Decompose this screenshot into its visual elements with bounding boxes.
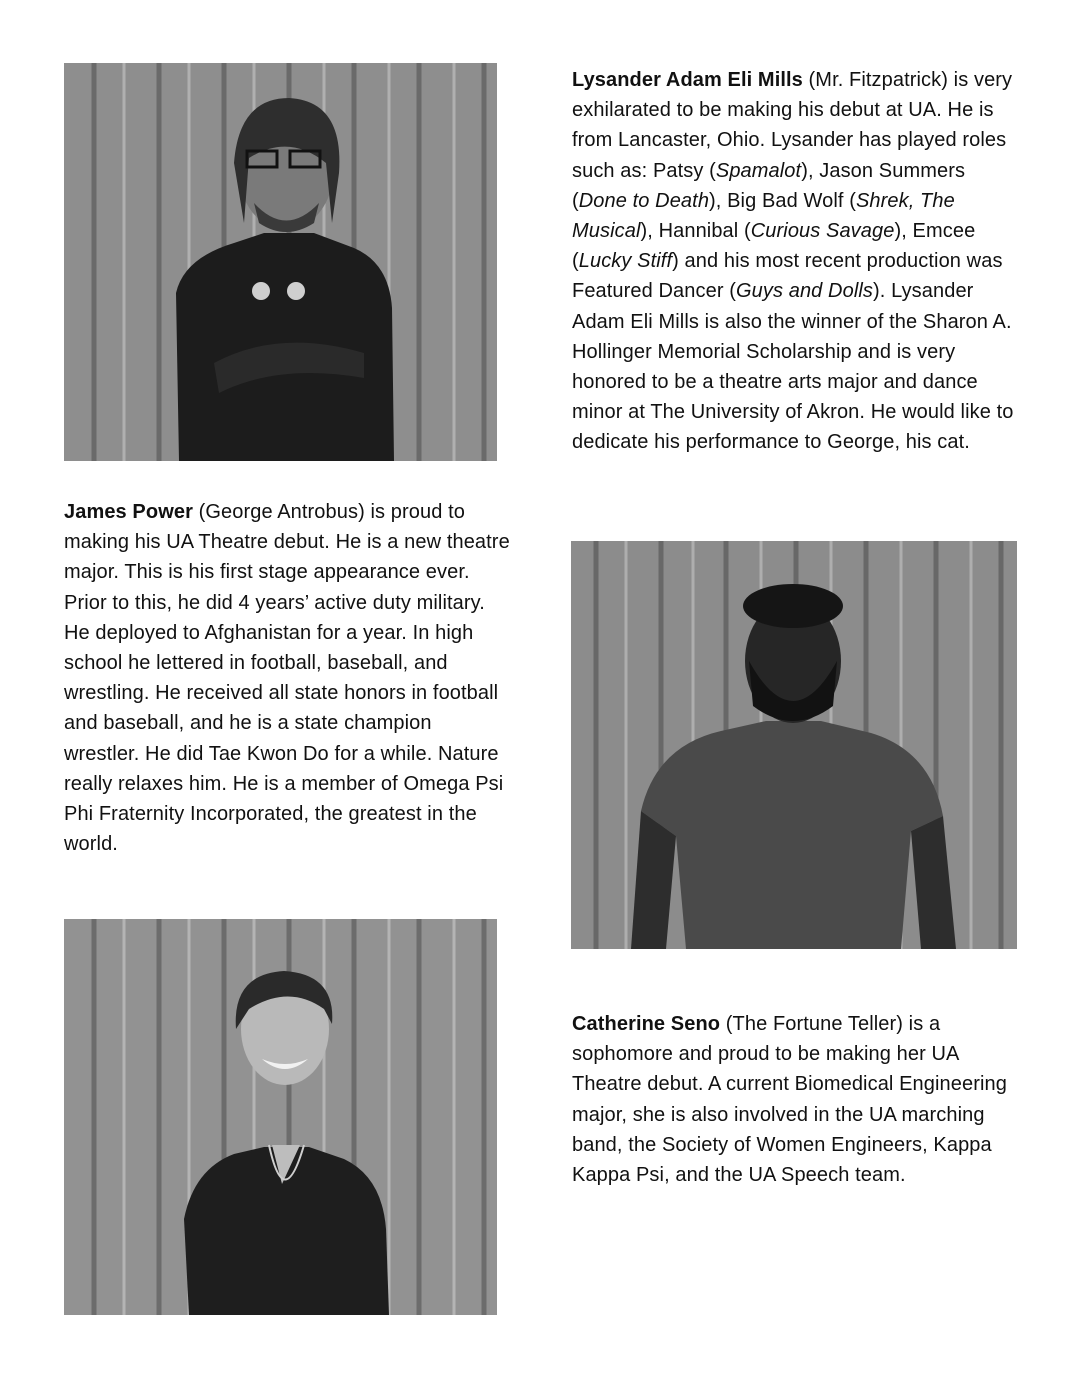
photo-catherine-seno (64, 919, 497, 1315)
show-title: Spamalot (715, 159, 802, 182)
show-title: Guys and Dolls (736, 280, 874, 303)
cast-name: Catherine Seno (572, 1013, 721, 1035)
cast-name: James Power (64, 501, 193, 523)
show-title: Done to Death (578, 189, 710, 212)
photo-james-power (64, 63, 497, 461)
bio-lysander-mills: Lysander Adam Eli Mills (Mr. Fitzpatrick) is very exhilarated to be making his debut at UA. He is from Lancaster, Ohio. Lysander has played roles such as: Patsy (Spamalot), Jason Summers (Done to Death), Big Bad Wolf (Shrek, The Musical), Hannibal (Curious Savage), Emcee (Lucky Stiff) and his most recent production was Featured Dancer (Guys and Dolls). Lysander Adam Eli Mills is also the winner of the Sharon A. Hollinger Memorial Scholarship and is very honored to be a theatre arts major and dance minor at The University of Akron. He would like to dedicate his performance to George, his cat. (572, 69, 1014, 454)
show-title: Curious Savage (750, 220, 895, 243)
show-title: Shrek, The Musical (572, 189, 955, 243)
photo-lysander-mills (571, 541, 1017, 949)
bio-james-power: James Power (George Antrobus) is proud to making his UA Theatre debut. He is a new theatre major. This is his first stage appearance ever. Prior to this, he did 4 years’ active duty military. He deployed to Afghanistan for a year. In high school he lettered in football, baseball, and wrestling. He received all state honors in football and baseball, and he is a state champion wrestler. He did Tae Kwon Do for a while. Nature really relaxes him. He is a member of Omega Psi Phi Fraternity Incorporated, the greatest in the world. (64, 501, 510, 856)
bio-catherine-seno: Catherine Seno (The Fortune Teller) is a sophomore and proud to be making her UA Theatre debut. A current Biomedical Engineering major, she is also involved in the UA marching band, the Society of Women Engineers, Kappa Kappa Psi, and the UA Speech team. (572, 1013, 1007, 1187)
cast-name: Lysander Adam Eli Mills (572, 69, 803, 91)
show-title: Lucky Stiff (578, 250, 673, 273)
